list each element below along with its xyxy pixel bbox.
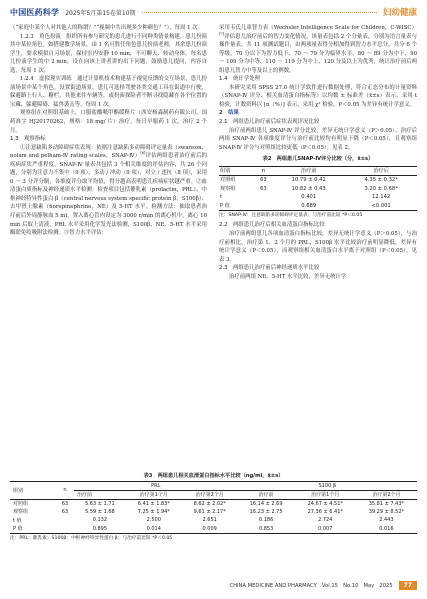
table-cell: 对照组 xyxy=(220,177,236,184)
journal-logo: 中国医药科学 xyxy=(10,6,60,17)
table-header: 治疗后 xyxy=(373,167,389,174)
table-cell: 5.59 ± 1.68 xyxy=(85,508,115,515)
table-cell: t xyxy=(220,194,223,201)
section-heading: 1.4 统计学处理 xyxy=(219,76,260,83)
table-row xyxy=(10,516,417,525)
table-row xyxy=(219,202,417,211)
table-cell: 63 xyxy=(260,177,267,184)
table-cell: 观察组 xyxy=(13,509,29,516)
table-cell: 0.895 xyxy=(92,525,108,532)
text-run: ①注意缺陷多动障碍症状表现：依据注意缺陷多动障碍评定量表（swanson，nolam and pelham-Ⅳ rating scales，SNAP-Ⅳ） xyxy=(10,144,207,160)
page-number: 77 xyxy=(399,581,417,590)
text-run: 评估患儿治疗前后的智力变化情况，该量表包括 2 个分量表，分别为语言量表与操作量表，共 11 项测试题目，由两项量表得分相加得到智力水平总分，共分 6 个等级，70 分以下为智力低下、70 ～ 79 分为临界水平、80 ～ 89 分为中下、90 ～ 109 分为中等、110 ～ 119 分为中上、120 分及以上为优秀，统计治疗前后两组患儿智力中等及以上的例数。 xyxy=(219,33,417,74)
table-note: 注：PRL：催乳素；S100β：中枢神经特异性蛋白 β；与治疗前比较 *P＜0.05 xyxy=(10,535,173,541)
table-row xyxy=(219,176,417,185)
table-cell: 2.500 xyxy=(146,517,161,524)
table-header: 治疗第1个月 xyxy=(295,490,356,499)
table-cell: 0.853 xyxy=(258,525,274,532)
table-cell: 39.29 ± 8.52* xyxy=(368,508,405,515)
footer-journal-info: CHINA MEDICINE AND PHARMACY Vol.15 No.10 May 2025 xyxy=(229,582,393,589)
paragraph: （“家庭中某个人对其他人的称谓？”“视频中共出现多少种颜色？”），每周 1 次。 xyxy=(10,25,204,31)
table-group-header: PRL xyxy=(74,482,238,491)
table-row xyxy=(10,499,417,508)
table-cell: 0.689 xyxy=(301,202,317,209)
right-column xyxy=(219,24,417,281)
section-heading: 2.2 两组患儿治疗后相关血清蛋白指标比较 xyxy=(219,222,325,229)
table-group-header: S100 β xyxy=(238,482,417,491)
issue-label: 2025年5月第15卷第10期 xyxy=(65,9,136,17)
table-cell: 观察组 xyxy=(220,185,236,192)
paragraph: 本研究采用 SPSS 27.0 统计学软件进行数据处理，符合正态分布的计量资料（SNAP-Ⅳ 评分、相关血清蛋白指标等）以均数 ± 标准差（x̄±s）表示，采用 t 检验，计数资料以 [n（%）] 表示，采用 χ² 检验。P＜0.05 为差异有统计学意义。 xyxy=(219,84,417,108)
section-heading: 2.1 两组患儿治疗前后症状表现评况比较 xyxy=(219,119,320,126)
table-row xyxy=(10,525,417,534)
table-note: 注：SNAP-Ⅳ：注意缺陷多动障碍评定量表；与治疗前比较 *P＜0.05 xyxy=(219,213,363,219)
paragraph: 治疗前两组 NE、5-HT 水平比较，差异无统计学 xyxy=(229,273,347,280)
table-header: 组别 xyxy=(10,482,56,500)
table-header: 治疗前 xyxy=(74,490,126,499)
table-cell: 12.142 xyxy=(372,194,391,201)
table-caption: 表2 两组患儿SNAP-Ⅳ评分比较（分，x̄±s） xyxy=(262,156,374,163)
paragraph: 治疗前两组患儿 SNAP-Ⅳ 评分比较，差异无统计学意义（P＞0.05）。治疗后两组 SNAP-Ⅳ 各项维度评分与治疗前比较均有明显下降（P＜0.05），且观察组 SNAP-Ⅳ 评分与对照组比较更低（P＜0.05）。见表 2。 xyxy=(219,127,417,151)
table-cell: 63 xyxy=(260,185,267,192)
table-cell: 0.014 xyxy=(146,525,161,532)
table-cell: <0.001 xyxy=(371,202,391,209)
table-header: n xyxy=(261,167,266,174)
table-cell: 16.14 ± 2.69 xyxy=(249,500,283,507)
paragraph: 1.2.4 虚拟现实训练 通过计算机技术构建基于视觉反馈的交互场景，患儿扮演场景中某个角色。设置街道场景，患儿可选择驾驶各类交通工具在街道中行驶，躲避路上行人、糖栏，其他来往车辆等，或扮演探险者不断寻找隐藏在各个位置的宝藏、躲避障碍、猛兽袭击等。每周 1 次。 xyxy=(10,76,207,108)
table-cell: 63 xyxy=(61,508,69,515)
table-header: 治疗前 xyxy=(238,490,295,499)
table-cell: 0.016 xyxy=(379,525,394,532)
table-cell: 0.186 xyxy=(258,517,274,524)
table-cell: 对照组 xyxy=(13,501,29,507)
table-2 xyxy=(219,166,417,212)
table-cell: 3.20 ± 0.68* xyxy=(364,185,398,192)
table-3-block xyxy=(10,469,417,542)
paragraph: 采用韦氏儿童智力表（Wechsler Intelligence Scale for Children，C-WISC）[7]评估患儿治疗前后的智力变化情况，该量表包括 2 个分量表，分别为语言量表与操作量表，共 11 项测试题目，由两项量表得分相加得到智力水平总分，共分 6 个等级，70 分以下为智力低下、70 ～ 79 分为临界水平、80 ～ 89 分为中下、90 ～ 109 分为中等、110 ～ 119 分为中上、120 分及以上为优秀，统计治疗前后两组患儿智力中等及以上的例数。 xyxy=(219,25,417,74)
table-cell: 2.443 xyxy=(379,517,394,524)
table-cell xyxy=(255,193,272,202)
table-cell: 2.724 xyxy=(318,517,333,524)
table-header: n xyxy=(56,482,74,500)
table-cell: 0.132 xyxy=(92,517,108,524)
paragraph: 观察组在对照组基础上，口服盐酸哌甲酯缓释片（西安杨森制药有限公司，国药准字 HJ20170262，规格：18 mg/ 片）治疗，每日早服药 1 次，治疗 2 个月。 xyxy=(10,110,207,134)
table-row xyxy=(219,193,417,202)
page-footer xyxy=(10,579,417,591)
table-cell: 0.009 xyxy=(202,525,217,532)
table-cell: 0.007 xyxy=(318,525,333,532)
table-cell: 27.36 ± 6.41* xyxy=(307,508,343,515)
table-cell: 5.63 ± 1.71 xyxy=(85,500,115,507)
section-heading: 2 结果 xyxy=(219,110,239,117)
table-row xyxy=(10,508,417,517)
table-cell: 16.23 ± 2.75 xyxy=(249,508,283,515)
table-cell: 24.67 ± 4.51* xyxy=(307,500,343,507)
table-cell: 63 xyxy=(61,500,69,507)
text-run: 采用韦氏儿童智力表（Wechsler Intelligence Scale for Children，C-WISC） xyxy=(219,25,417,31)
paragraph: 1.2.3 角色扮演 组织所有参与研究的患儿进行不同种类情景构建，患儿扮演其中某位角色。如搭建教学场景，由 1 名可胜任角色患儿扮演老师，其余患儿扮演学生，要求模拟自习场景，保持室内安静 10 min，不可聊天、转动身体，每名患儿扮演学生的中 2 min，设在向该上讲者讲的出下问题，鼓励患儿提问，内容自选，每周 1 次。 xyxy=(10,33,207,74)
table-header: 治疗第1个月 xyxy=(126,490,182,499)
section-heading: 1.3 观察指标 xyxy=(10,136,46,143)
table-cell xyxy=(255,202,272,211)
table-cell: 4.35 ± 0.32* xyxy=(364,177,398,184)
table-cell: 8.62 ± 2.02* xyxy=(193,500,226,507)
table-row xyxy=(219,185,417,194)
table-header: 治疗前 xyxy=(300,167,317,174)
section-heading: 2.3 两组患儿治疗前后神经递质水平比较 xyxy=(219,265,320,272)
table-cell: t 值 xyxy=(13,517,22,524)
table-header: 治疗第2个月 xyxy=(356,490,417,499)
page-header xyxy=(10,4,417,20)
paragraph: 治疗前两组患儿各项血清蛋白指标比较，差异无统计学意义（P＞0.05），与治疗前相比，治疗第 1、2 个月的 PRL、S100β 水平比较治疗前明显降低，差异有统计学意义（P＜0.05），而观察组相关血清蛋白水平离于对照组（P＜0.05）。见表 3。 xyxy=(219,231,417,263)
table-cell: 0.401 xyxy=(301,194,317,201)
table-header: 组别 xyxy=(220,167,231,174)
header-dotted-rule xyxy=(142,12,377,13)
table-header: 治疗第2个月 xyxy=(182,490,238,499)
table-cell: 9.61 ± 2.17* xyxy=(193,508,226,515)
text-run: 评估两组患者治疗前后的疾病症状严重程度。SNAP-Ⅳ 量表共包括 3 个相关维度的评估内容，共 26 个问题，分别为注意力不集中（9 项），多动 / 冲动（9 项），对立 / 违抗（8 项），采用 0 ～ 3 分评分制，各维度评分取平均值，得分越高表明患儿疾病症状越严重。②血清蛋白质指标及神经递质水平检测：检查项目包括催乳素（prolactin，PRL）、中枢神经特异性蛋白 β（central nervous system specific protein β，S100β）、去甲肾上腺素（norepinephrine，NE）及 5-HT 水平。检测方法：抽取患者治疗前后外周静脉血 5 ml，置入离心管内设定为 3000 r/min 的离心机中，离心 10 min 后取上清液，PRL 水平采用化学发光法检测，S100β、NE、5-HT 水平采用酶联免疫吸附法检测。③智力水平评估： xyxy=(10,153,207,237)
table-cell: 6.41 ± 1.83* xyxy=(137,500,170,507)
section-title: 妇幼健康 xyxy=(382,8,417,18)
table-cell: 10.79 ± 0.41 xyxy=(291,177,326,184)
table-cell: 10.82 ± 0.43 xyxy=(291,185,326,192)
table-cell: 2.651 xyxy=(202,517,217,524)
table-3 xyxy=(10,481,417,534)
paragraph: ①注意缺陷多动障碍症状表现：依据注意缺陷多动障碍评定量表（swanson，nolam and pelham-Ⅳ rating scales，SNAP-Ⅳ）[6]评估两组患者治疗前后的疾病症状严重程度。SNAP-Ⅳ 量表共包括 3 个相关维度的评估内容，共 26 个问题，分别为注意力不集中（9 项），多动 / 冲动（9 项），对立 / 违抗（8 项），采用 0 ～ 3 分评分制，各维度评分取平均值，得分越高表明患儿疾病症状越严重。②血清蛋白质指标及神经递质水平检测：检查项目包括催乳素（prolactin，PRL）、中枢神经特异性蛋白 β（central nervous system specific protein β，S100β）、去甲肾上腺素（norepinephrine，NE）及 5-HT 水平。检测方法：抽取患者治疗前后外周静脉血 5 ml，置入离心管内设定为 3000 r/min 的离心机中，离心 10 min 后取上清液，PRL 水平采用化学发光法检测，S100β、NE、5-HT 水平采用酶联免疫吸附法检测。③智力水平评估： xyxy=(10,144,207,237)
table-cell xyxy=(56,516,74,525)
table-caption: 表3 两组患儿相关血清蛋白指标水平比较（ng/ml，x̄±s） xyxy=(143,473,284,479)
table-cell: 7.25 ± 1.94* xyxy=(137,508,170,515)
table-cell: 35.81 ± 7.43* xyxy=(368,500,405,507)
table-cell: P 值 xyxy=(220,202,230,209)
table-cell xyxy=(56,525,74,534)
left-column xyxy=(10,24,207,238)
table-cell: P 值 xyxy=(13,526,23,532)
